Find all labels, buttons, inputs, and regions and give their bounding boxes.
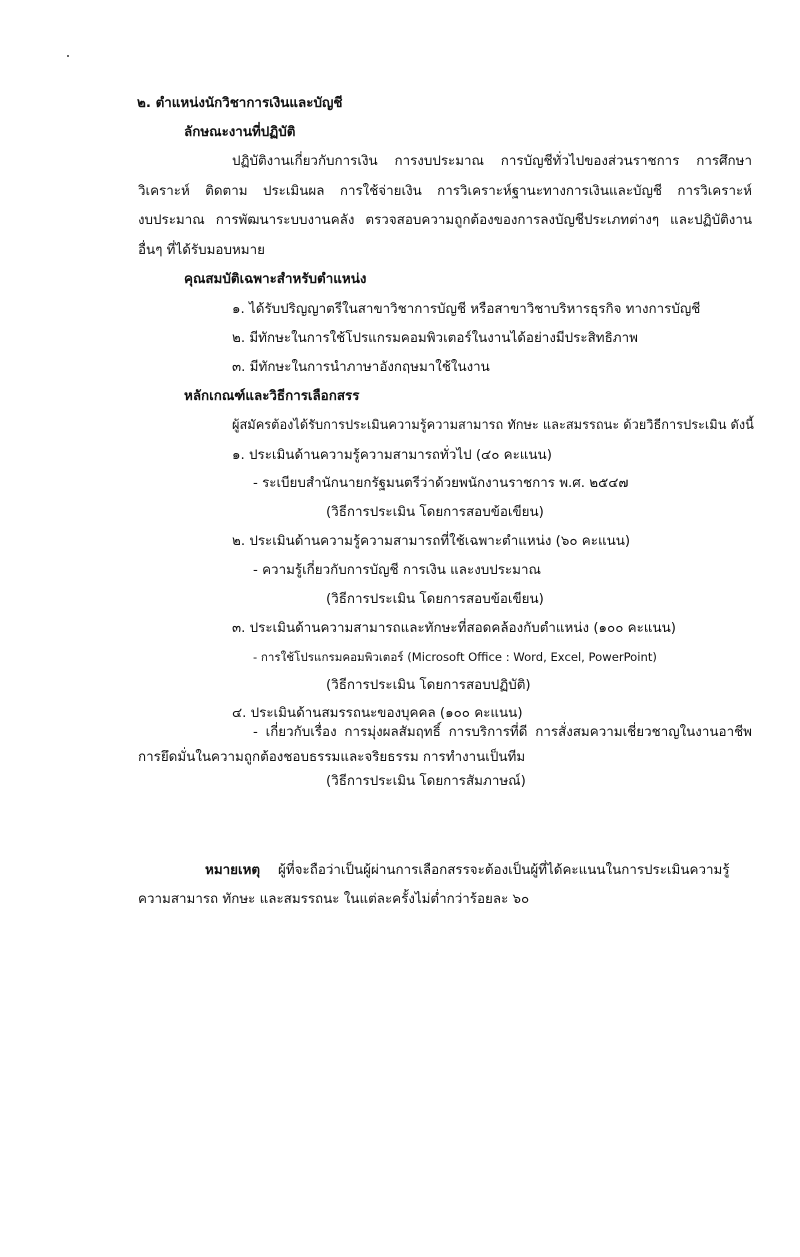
selection-intro: ผู้สมัครต้องได้รับการประเมินความรู้ความสามารถ ทักษะ และสมรรถนะ ด้วยวิธีการประเมิน ดังนี้ [232, 418, 754, 433]
qualifications-heading: คุณสมบัติเฉพาะสำหรับตำแหน่ง [184, 272, 367, 287]
section-heading: ๒. ตำแหน่งนักวิชาการเงินและบัญชี [137, 96, 343, 111]
criterion-method: (วิธีการประเมิน โดยการสัมภาษณ์) [326, 774, 526, 789]
criterion-detail: - ความรู้เกี่ยวกับการบัญชี การเงิน และงบประมาณ [253, 563, 541, 578]
criterion-method: (วิธีการประเมิน โดยการสอบข้อเขียน) [326, 505, 544, 520]
job-description-line: อื่นๆ ที่ได้รับมอบหมาย [138, 243, 265, 258]
job-description-line: ปฏิบัติงานเกี่ยวกับการเงิน การงบประมาณ การบัญชีทั่วไปของส่วนราชการ การศึกษา [232, 154, 752, 169]
job-description-line: งบประมาณ การพัฒนาระบบงานคลัง ตรวจสอบความถูกต้องของการลงบัญชีประเภทต่างๆ และปฏิบัติงาน [138, 213, 752, 228]
criterion-title: ๒. ประเมินด้านความรู้ความสามารถที่ใช้เฉพาะตำแหน่ง (๖๐ คะแนน) [232, 534, 631, 549]
qualification-item: ๑. ได้รับปริญญาตรีในสาขาวิชาการบัญชี หรือสาขาวิชาบริหารธุรกิจ ทางการบัญชี [232, 302, 701, 317]
criterion-title: ๓. ประเมินด้านความสามารถและทักษะที่สอดคล้องกับตำแหน่ง (๑๐๐ คะแนน) [232, 621, 676, 636]
criterion-title: ๑. ประเมินด้านความรู้ความสามารถทั่วไป (๔๐ คะแนน) [232, 448, 552, 463]
criterion-detail: การยึดมั่นในความถูกต้องชอบธรรมและจริยธรรม การทำงานเป็นทีม [138, 750, 526, 765]
job-description-line: วิเคราะห์ ติดตาม ประเมินผล การใช้จ่ายเงิน การวิเคราะห์ฐานะทางการเงินและบัญชี การวิเคราะห์ [138, 184, 752, 199]
job-description-heading: ลักษณะงานที่ปฏิบัติ [184, 125, 296, 140]
criterion-method: (วิธีการประเมิน โดยการสอบปฏิบัติ) [326, 678, 531, 693]
note-label: หมายเหตุ [205, 863, 261, 878]
qualification-item: ๓. มีทักษะในการนำภาษาอังกฤษมาใช้ในงาน [232, 360, 490, 375]
criterion-detail: - การใช้โปรแกรมคอมพิวเตอร์ (Microsoft Office : Word, Excel, PowerPoint) [253, 650, 657, 664]
qualification-item: ๒. มีทักษะในการใช้โปรแกรมคอมพิวเตอร์ในงานได้อย่างมีประสิทธิภาพ [232, 331, 638, 346]
criterion-title: ๔. ประเมินด้านสมรรถนะของบุคคล (๑๐๐ คะแนน) [232, 706, 523, 721]
criterion-detail: - เกี่ยวกับเรื่อง การมุ่งผลสัมฤทธิ์ การบริการที่ดี การสั่งสมความเชี่ยวชาญในงานอาชีพ [253, 725, 752, 740]
criterion-detail: - ระเบียบสำนักนายกรัฐมนตรีว่าด้วยพนักงานราชการ พ.ศ. ๒๕๔๗ [253, 476, 629, 491]
scan-speck [67, 55, 69, 57]
note-text: ความสามารถ ทักษะ และสมรรถนะ ในแต่ละครั้งไม่ต่ำกว่าร้อยละ ๖๐ [138, 892, 530, 907]
criterion-method: (วิธีการประเมิน โดยการสอบข้อเขียน) [326, 592, 544, 607]
selection-heading: หลักเกณฑ์และวิธีการเลือกสรร [184, 389, 360, 404]
note-text: ผู้ที่จะถือว่าเป็นผู้ผ่านการเลือกสรรจะต้องเป็นผู้ที่ได้คะแนนในการประเมินความรู้ [278, 863, 730, 878]
